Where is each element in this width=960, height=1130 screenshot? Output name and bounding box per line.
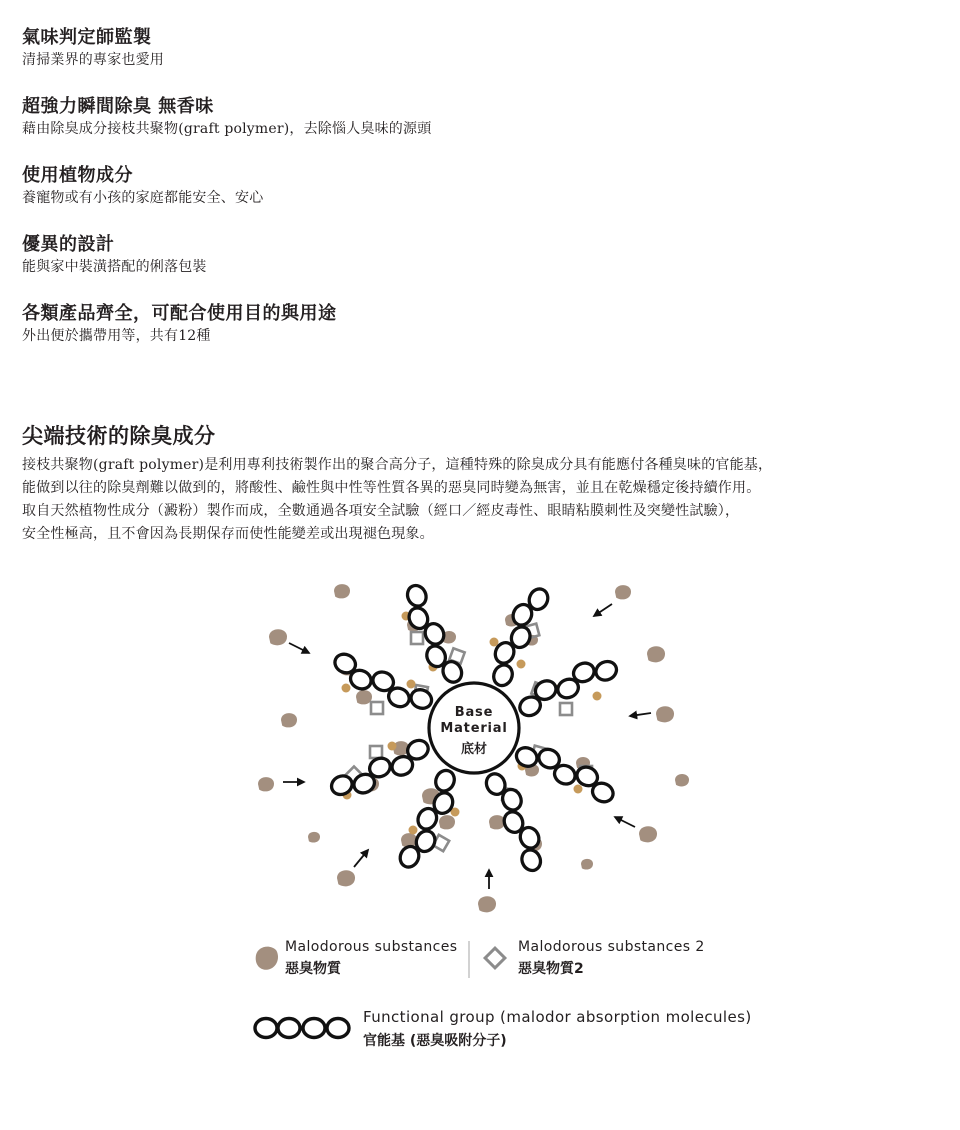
malodor2-particle xyxy=(560,703,572,715)
malodor2-particle xyxy=(371,702,383,714)
legend-malodor2-icon xyxy=(485,948,505,968)
malodor-particle xyxy=(581,859,593,870)
malodor-particle xyxy=(258,777,274,791)
tech-line: 取自天然植物性成分（澱粉）製作而成，全數通過各項安全試驗（經口／經皮毒性、眼睛粘膜刺性及突變性試驗）， xyxy=(22,503,740,519)
feature-title: 優異的設計 xyxy=(22,234,115,255)
functional-group-ring xyxy=(408,686,435,711)
feature-desc: 養寵物或有小孩的家庭都能安全、安心 xyxy=(22,190,264,206)
base-label-en-2: Material xyxy=(440,721,508,736)
attraction-arrow xyxy=(354,850,368,867)
tech-line: 能做到以往的除臭劑難以做到的，將酸性、鹼性與中性等性質各異的惡臭同時變為無害，並且在乾燥穩定後持續作用。 xyxy=(22,480,761,496)
functional-group-ring xyxy=(519,847,544,874)
malodor-particle xyxy=(478,896,496,912)
malodor-particle xyxy=(337,870,355,886)
legend-malodor-icon xyxy=(256,947,278,970)
malodor2-particle xyxy=(411,632,423,644)
malodor-particle xyxy=(269,629,287,645)
feature-desc: 清掃業界的專家也愛用 xyxy=(22,52,164,68)
accent-dot xyxy=(517,660,526,669)
feature-title: 超強力瞬間除臭 無香味 xyxy=(22,96,214,117)
attraction-arrow xyxy=(630,713,651,716)
legend-malodor2-en: Malodorous substances 2 xyxy=(518,939,705,955)
accent-dot xyxy=(593,692,602,701)
accent-dot xyxy=(388,742,397,751)
legend-malodor xyxy=(285,937,458,979)
feature-desc: 藉由除臭成分接枝共聚物(graft polymer)，去除惱人臭味的源頭 xyxy=(22,121,432,137)
functional-group-ring xyxy=(490,662,515,689)
base-material xyxy=(429,683,519,773)
accent-dot xyxy=(342,684,351,693)
legend-functional-en: Functional group (malodor absorption molecules) xyxy=(363,1008,752,1026)
malodor-particle xyxy=(639,826,657,842)
feature-desc: 外出便於攜帶用等，共有12種 xyxy=(22,328,211,344)
feature-desc: 能與家中裝潢搭配的俐落包裝 xyxy=(22,259,207,275)
attraction-arrow xyxy=(615,817,635,827)
accent-dot xyxy=(407,680,416,689)
legend-malodor-en: Malodorous substances xyxy=(285,939,458,955)
malodor2-particle xyxy=(370,746,382,758)
tech-line: 接枝共聚物(graft polymer)是利用專利技術製作出的聚合高分子，這種特殊的除臭成分具有能應付各種臭味的官能基， xyxy=(22,457,773,473)
functional-group-ring xyxy=(404,582,429,609)
base-label-en-1: Base xyxy=(454,705,494,720)
accent-dot xyxy=(409,826,418,835)
feature-title: 氣味判定師監製 xyxy=(22,27,152,48)
legend-functional-zh: 官能基 (惡臭吸附分子) xyxy=(363,1033,507,1049)
functional-group-ring xyxy=(593,658,620,683)
attraction-arrow xyxy=(594,604,612,616)
malodor-particle xyxy=(308,832,320,843)
legend-malodor2-zh: 惡臭物質2 xyxy=(518,961,584,977)
malodor-particle xyxy=(656,706,674,722)
legend-functional-group xyxy=(363,1007,752,1051)
attraction-arrow xyxy=(289,643,309,653)
tech-title: 尖端技術的除臭成分 xyxy=(22,423,216,448)
functional-group-chain xyxy=(490,586,551,689)
malodor-particle xyxy=(439,815,455,829)
legend-malodor2 xyxy=(518,937,705,979)
malodor-particle xyxy=(334,584,350,598)
malodor-particle xyxy=(615,585,631,599)
malodor-particle xyxy=(675,774,689,786)
feature-title: 使用植物成分 xyxy=(22,165,133,186)
legend-malodor-zh: 惡臭物質 xyxy=(285,961,341,977)
base-label-zh: 底材 xyxy=(460,742,488,757)
malodor-particle xyxy=(281,713,297,727)
tech-line: 安全性極高，且不會因為長期保存而使性能變差或出現褪色現象。 xyxy=(22,526,434,542)
malodor-particle xyxy=(647,646,665,662)
malodor-particle xyxy=(356,690,372,704)
accent-dot xyxy=(574,785,583,794)
feature-title: 各類產品齊全，可配合使用目的與用途 xyxy=(22,303,337,324)
legend-functional-group-icon xyxy=(255,1019,349,1038)
